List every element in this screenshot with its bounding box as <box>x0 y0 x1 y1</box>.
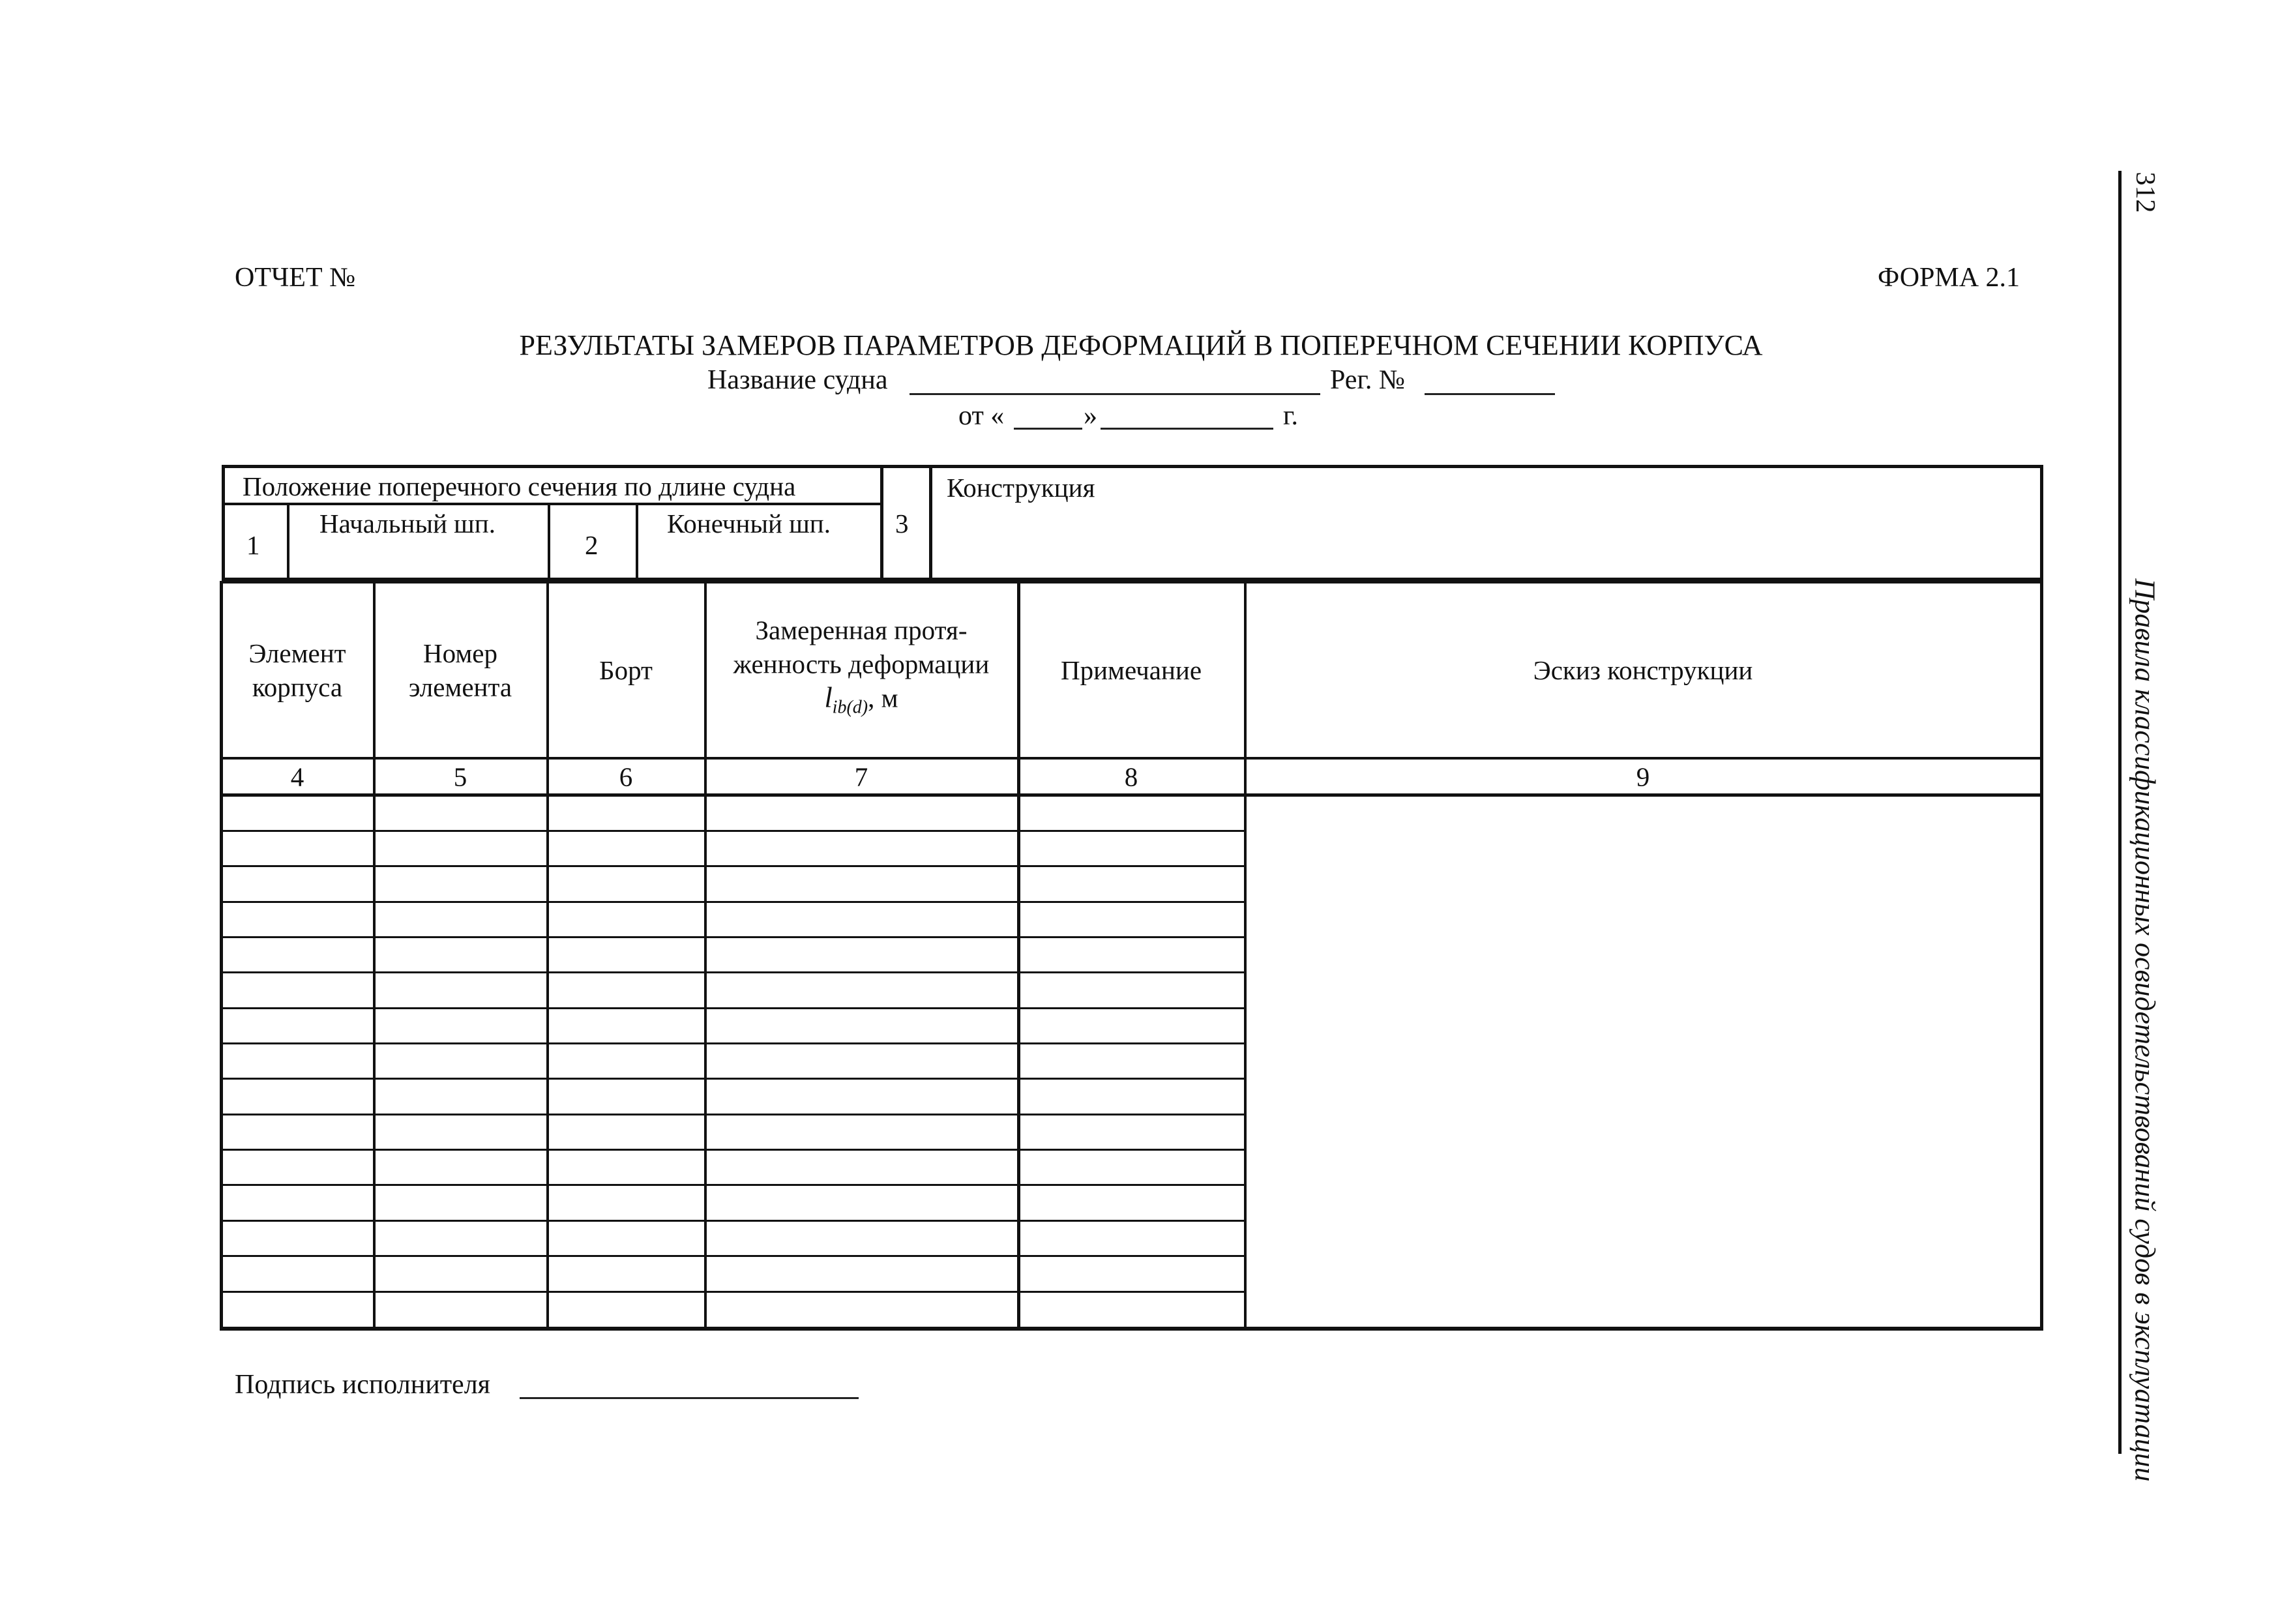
table-row[interactable] <box>220 1184 1245 1186</box>
cell-number-3: 3 <box>895 509 909 539</box>
date-quote-close: » <box>1084 401 1097 431</box>
cell-number-1: 1 <box>246 530 260 560</box>
table-row[interactable] <box>220 936 1245 938</box>
signature-label: Подпись исполнителя <box>235 1370 490 1400</box>
vessel-name-label: Название судна <box>707 365 888 395</box>
running-title: Правила классификационных освидетельствований судов в эксплуатации <box>2129 578 2161 1482</box>
table-row[interactable] <box>220 971 1245 973</box>
reg-number-label: Рег. № <box>1330 365 1406 395</box>
table-row[interactable] <box>220 1042 1245 1044</box>
table-row[interactable] <box>220 1149 1245 1151</box>
column-header-sketch: Эскиз конструкции <box>1533 655 1753 685</box>
section-position-header: Положение поперечного сечения по длине судна <box>243 471 796 501</box>
document-title: РЕЗУЛЬТАТЫ ЗАМЕРОВ ПАРАМЕТРОВ ДЕФОРМАЦИЙ В ПОПЕРЕЧНОМ СЕЧЕНИИ КОРПУСА <box>519 329 1763 361</box>
vessel-name-field[interactable] <box>910 393 1320 395</box>
signature-field[interactable] <box>520 1397 859 1399</box>
date-month-field[interactable] <box>1101 428 1273 430</box>
reg-number-field[interactable] <box>1425 393 1555 395</box>
table-row[interactable] <box>220 901 1245 903</box>
table-row[interactable] <box>220 865 1245 867</box>
table-row[interactable] <box>220 1114 1245 1115</box>
table-row[interactable] <box>220 1220 1245 1222</box>
date-day-field[interactable] <box>1014 428 1082 430</box>
column-header-hull-element: Элемент корпуса <box>248 638 346 702</box>
end-frame-label: Конечный шп. <box>667 509 831 539</box>
column-number-6: 6 <box>619 761 633 792</box>
column-number-8: 8 <box>1124 761 1138 792</box>
column-number-7: 7 <box>854 761 868 792</box>
report-number-label: ОТЧЕТ № <box>235 263 356 293</box>
table-row[interactable] <box>220 1078 1245 1080</box>
column-header-deformation-length: Замеренная протя- женность деформации $l_{ib(d)}$, м <box>733 615 990 718</box>
start-frame-label: Начальный шп. <box>319 509 496 539</box>
margin-rule <box>2118 171 2122 1454</box>
column-number-9: 9 <box>1636 761 1650 792</box>
column-header-side: Борт <box>599 655 653 685</box>
page-number: 312 <box>2130 171 2160 213</box>
column-header-element-number: Номер элемента <box>408 638 512 702</box>
cell-number-2: 2 <box>585 530 599 560</box>
table-row[interactable] <box>220 1007 1245 1009</box>
date-year-label: г. <box>1283 401 1298 431</box>
column-number-5: 5 <box>453 761 467 792</box>
table-row[interactable] <box>220 1291 1245 1293</box>
table-row[interactable] <box>220 830 1245 832</box>
construction-label: Конструкция <box>947 473 1095 503</box>
column-header-note: Примечание <box>1060 655 1202 685</box>
form-number-label: ФОРМА 2.1 <box>1878 263 2020 293</box>
table-row[interactable] <box>220 1255 1245 1257</box>
column-number-4: 4 <box>290 761 304 792</box>
date-from-label: от « <box>958 401 1005 431</box>
